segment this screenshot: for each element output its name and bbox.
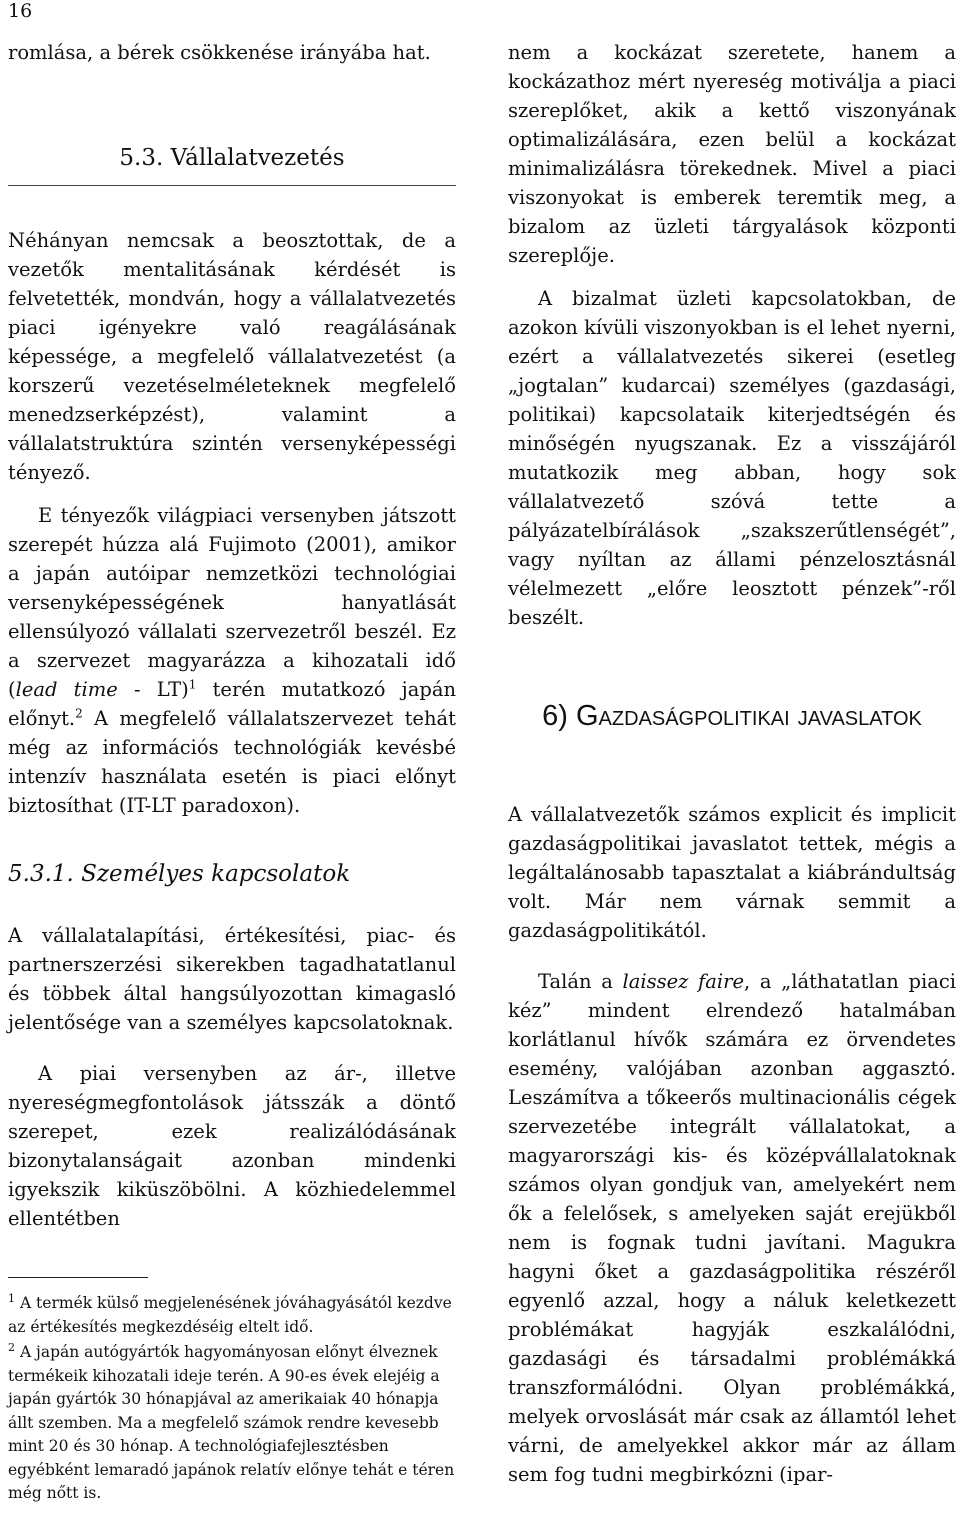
paragraph-trust: A bizalmat üzleti kapcsolatokban, de azokon kívüli viszonyokban is el lehet nyerni, ezért a vállalatvezetés sikerei (esetleg „jogtalan” kudarcai) személyes (gazdasági, politikai) kapcsolataik kiterjedtségén és minőségén nyugszanak. Ez a visszájáról mutatkozik meg abban, hogy sok vállalatvezető szóvá tette a pályázatelbírálások „szakszerűtlenségét”, vagy nyíltan az állami pénzelosztásnál vélelmezett „előre leosztott pénzek”-ről beszélt. bbox=[508, 287, 956, 629]
paragraph-trust-intro: nem a kockázat szeretete, hanem a kockázathoz mért nyereség motiválja a piaci szereplőket, akik a kettő viszonyának optimalizálására, ezen belül a kockázat minimalizálásra törekednek. Mivel a piaci viszonyokat is emberek teremtik meg, a bizalom az üzleti tárgyalások központi szereplője. bbox=[508, 41, 956, 267]
footnote-2 bbox=[8, 1341, 456, 1506]
text-run: , a „láthatatlan piaci kéz” mindent elrendező hatalmában korlátlanul hívők számára ez örvendetes esemény, valójában azonban aggasztó. Leszámítva a tőkeerős multinacionális cégek szervezetébe integrált vállalatokat, a magyarországi kis- és középvállalatoknak számos olyan gondjuk van, amelyekért nem ők a felelősek, s amelyeken saját erejükből nem is fognak tudni javítani. Magukra hagyni őket a gazdaságpolitika részéről egyenlő azzal, hogy a náluk keletkezett problémákat hagyják eszkalálódni, gazdasági és társadalmi problémákká transzformálódni. Olyan problémákká, melyek orvoslását már csak az államtól lehet várni, de amelyekkel akkor már az állam sem fog tudni megbirkózni (ipar- bbox=[508, 970, 956, 1486]
section-title: 5.3. Vállalatvezetés bbox=[8, 143, 456, 186]
footnote-number: 1 bbox=[8, 1291, 15, 1305]
text-run: A megfelelő vállalatszervezet tehát még az információs technológiák kevésbé intenzív használata esetén is piaci előnyt biztosíthat (IT-LT paradoxon). bbox=[8, 707, 456, 817]
footnote-divider bbox=[8, 1277, 148, 1278]
paragraph-fujimoto bbox=[8, 501, 456, 820]
text-run: E tényezők világpiaci versenyben játszott szerepét húzza alá Fujimoto (2001), amikor a japán autóipar nemzetközi technológiai versenyképességének hanyatlását ellensúlyozó vállalati szervezetről beszél. Ez a szervezet magyarázza a kihozatali idő ( bbox=[8, 504, 456, 701]
footnote-number: 2 bbox=[8, 1340, 15, 1354]
paragraph-laissez-faire bbox=[508, 967, 956, 1489]
paragraph-management: Néhányan nemcsak a beosztottak, de a vezetők mentalitásának kérdését is felvetették, mondván, hogy a vállalatvezetés piaci igényekre való reagálásának képessége, a megfelelő vállalatvezetést (a korszerű vezetéselméleteknek megfelelő menedzserképzést), valamint a vállalatstruktúra szintén versenyképességi tényező. bbox=[8, 229, 456, 484]
paragraph-market-competition: A piai versenyben az ár-, illetve nyereségmegfontolások játsszák a döntő szerepet, ezek realizálódásának bizonytalanságait azonban mindenki igyekszik kiküszöbölni. A közhiedelemmel ellentétben bbox=[8, 1062, 456, 1230]
footnote-text: A japán autógyártók hagyományosan előnyt élveznek termékeik kihozatali ideje terén. A 90-es évek elejéig a japán gyártók 30 hónapjával az amerikaiak 40 hónapja állt szemben. Ma a megfelelő számok rendre kevesebb mint 20 és 30 hónap. A technológiafejlesztésben egyébként lemaradó japánok relatív előnye tehát e téren még nőtt is. bbox=[8, 1343, 455, 1502]
chapter-title: 6) Gazdaságpolitikai javaslatok bbox=[542, 700, 922, 732]
footnote-ref-1[interactable]: 1 bbox=[188, 677, 197, 692]
text-run: terén mutatkozó japán előnyt. bbox=[8, 678, 457, 730]
paragraph-policy-proposals: A vállalatvezetők számos explicit és implicit gazdaságpolitikai javaslatot tettek, mégis a legáltalánosabb tapasztalat a kiábrándultság volt. Már nem várnak semmit a gazdaságpolitikától. bbox=[508, 803, 956, 942]
footnote-1 bbox=[8, 1292, 456, 1339]
right-column bbox=[508, 38, 956, 1489]
footnote-ref-2[interactable]: 2 bbox=[75, 706, 83, 721]
paragraph-personal-relations: A vállalatalapítási, értékesítési, piac- és partnerszerzési sikerekben tagadhatatlanul és többek által hangsúlyozottan kimagasló jelentősége van a személyes kapcsolatoknak. bbox=[8, 924, 456, 1034]
paragraph-continuation: romlása, a bérek csökkenése irányába hat. bbox=[8, 41, 431, 64]
text-run: Talán a bbox=[538, 970, 623, 993]
italic-term: lead time bbox=[15, 678, 118, 701]
footnote-text: A termék külső megjelenésének jóváhagyásától kezdve az értékesítés megkezdéséig eltelt idő. bbox=[8, 1294, 452, 1336]
page-number: 16 bbox=[8, 0, 33, 22]
italic-term: laissez faire bbox=[622, 970, 744, 993]
left-column bbox=[8, 38, 456, 1508]
subsection-title: 5.3.1. Személyes kapcsolatok bbox=[8, 861, 351, 887]
text-run: - LT) bbox=[117, 678, 189, 701]
